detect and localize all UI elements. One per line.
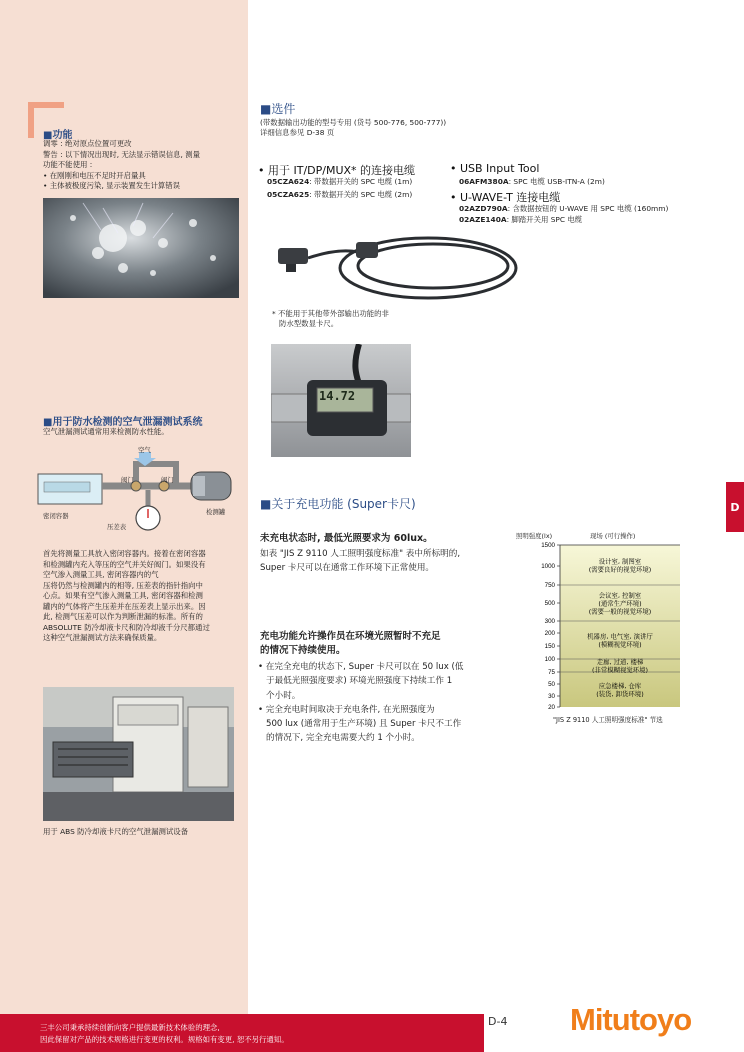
diagram-label-air: 空气: [138, 446, 151, 454]
paragraph-line: 空气渗入测量工具, 密闭容器内的气: [43, 570, 159, 579]
chart-tick-label: 75: [548, 669, 555, 677]
part-desc: : 脚踏开关用 SPC 电缆: [506, 215, 583, 224]
chart-row-label: 机器房, 电气室, 演讲厅: [587, 632, 653, 641]
options-section-title: ■选件: [260, 102, 296, 116]
chart-row-label: (需要良好的视觉环境): [588, 565, 652, 574]
caliper-lcd-reading: 14.72: [319, 389, 356, 403]
air-leak-subtitle: 空气泄漏测试通常用来检测防水性能。: [43, 427, 169, 436]
chart-row-label: 会议室, 控制室: [598, 591, 642, 600]
section-tab-d[interactable]: [726, 482, 744, 532]
chart-row-label: (模糊视觉环境): [598, 640, 642, 649]
chart-caption: "JIS Z 9110 人工照明强度标准" 节选: [553, 716, 663, 724]
footer-bar: [0, 1014, 484, 1052]
uwave-option-item: [459, 215, 582, 226]
air-leak-section-title: ■用于防水检测的空气泄漏测试系统: [43, 417, 203, 428]
chart-tick-label: 1000: [541, 563, 555, 571]
part-code: 05CZA624: [267, 177, 310, 186]
part-desc: : 带数据开关的 SPC 电缆 (1m): [309, 177, 413, 186]
chart-row-label: 设计室, 制图室: [598, 557, 642, 566]
diagram-label-detect: 检测罐: [206, 508, 226, 516]
page-number: D-4: [488, 1015, 508, 1028]
bullet-line: 于最低光照强度要求) 环境光照强度下持续工作 1: [266, 676, 453, 687]
chart-row-label: (通常生产环境): [598, 599, 642, 608]
uwave-option-item: [459, 204, 668, 215]
footer-line-2: 因此保留对产品的技术规格进行变更的权利。规格如有变更, 恕不另行通知。: [40, 1035, 289, 1044]
charge-paragraph-1: [260, 547, 460, 575]
paragraph-line: 压将仍然与检测罐内的相等, 压差表的指针指向中: [43, 580, 203, 590]
function-line: 警告 : 以下情况出现时, 无法显示错误信息, 测量: [43, 149, 201, 159]
illuminance-chart: [520, 540, 690, 716]
diagram-label-valve2: 阀门: [161, 476, 174, 484]
chart-tick-label: 100: [544, 656, 555, 664]
paragraph-line: 罐内的气体将产生压差并在压差表上显示出来。因: [43, 601, 206, 611]
cable-option-heading: • 用于 IT/DP/MUX* 的连接电缆: [258, 164, 416, 177]
chart-row-label: (装货, 卸货环境): [596, 690, 644, 698]
air-leak-paragraph: [43, 549, 243, 644]
function-line: • 主体被极度污染, 显示装置发生计算错误: [43, 181, 181, 190]
cable-compat-note-line2: 防水型数显卡尺。: [279, 319, 339, 328]
part-code: 02AZE140A: [459, 215, 507, 224]
usb-input-tool-heading: • USB Input Tool: [450, 162, 540, 175]
chart-tick-label: 1500: [541, 542, 555, 550]
air-leak-diagram: [36, 444, 240, 534]
charge-section-title: ■关于充电功能 (Super卡尺): [260, 497, 416, 511]
chart-tick-label: 30: [548, 693, 555, 701]
chart-row-label: 走廊, 过道, 楼梯: [596, 658, 644, 666]
function-line: 调零 : 绝对原点位置可更改: [43, 139, 132, 148]
footer-line-1: 三丰公司秉承持续创新向客户提供最新技术体验的理念,: [40, 1023, 220, 1032]
chart-tick-label: 200: [544, 630, 555, 638]
chart-tick-label: 300: [544, 618, 555, 626]
diagram-label-valve1: 阀门: [121, 476, 134, 484]
function-description: [43, 139, 243, 192]
paragraph-line: 心点。如果有空气渗入测量工具, 密闭容器和检测: [43, 591, 203, 600]
paragraph-line: 的情况下持续使用。: [260, 645, 346, 656]
bullet-line: • 完全充电时间取决于充电条件, 在光照强度为: [258, 704, 435, 715]
paragraph-line: 首先将测量工具放入密闭容器内。接着在密闭容器: [43, 549, 206, 558]
chart-row-label: (需要一般的视觉环境): [588, 607, 652, 616]
spc-cable-image: [268, 230, 520, 310]
options-model-note: (带数据输出功能的型号专用 (货号 500-776, 500-777)): [260, 118, 447, 127]
part-code: 06AFM380A: [459, 177, 509, 186]
bullet-line: 500 lux (通常用于生产环境) 且 Super 卡尺不工作: [266, 719, 462, 730]
chart-tick-label: 50: [548, 681, 555, 689]
charge-min-light-statement: 未充电状态时, 最低光照要求为 60lux。: [260, 533, 433, 544]
mitutoyo-logo: Mitutoyo: [570, 1002, 692, 1037]
part-code: 05CZA625: [267, 190, 310, 199]
diagram-label-sealed: 密闭容器: [43, 512, 69, 520]
function-section-title: ■功能: [43, 130, 73, 141]
chart-col-header-illuminance: 照明强度(lx): [516, 532, 553, 540]
cable-option-item: [267, 190, 412, 201]
cable-option-item: [267, 177, 412, 188]
chart-tick-label: 750: [544, 582, 555, 590]
paragraph-line: 和检测罐内充入等压的空气并关好阀门。如果没有: [43, 559, 206, 569]
part-desc: : SPC 电缆 USB-ITN-A (2m): [508, 177, 605, 186]
chart-row-label: 应急楼梯, 仓库: [598, 682, 642, 690]
charge-bullets: [258, 660, 463, 746]
bullet-line: 的情况下, 完全充电需要大约 1 个小时。: [266, 733, 420, 744]
paragraph-line: 这种空气泄漏测试方法来确保质量。: [43, 633, 162, 642]
part-desc: : 带数据开关的 SPC 电缆 (2m): [309, 190, 413, 199]
part-code: 02AZD790A: [459, 204, 508, 213]
charge-paragraph-2-heading: [260, 630, 441, 658]
chart-row-label: (非常模糊视觉环境): [591, 666, 649, 674]
function-line: 功能不能使用 :: [43, 160, 93, 169]
bullet-line: • 在完全充电的状态下, Super 卡尺可以在 50 lux (低: [258, 662, 464, 672]
chart-tick-label: 150: [544, 643, 555, 651]
uwave-cable-heading: • U-WAVE-T 连接电缆: [450, 191, 561, 204]
diagram-label-gauge: 压差表: [107, 523, 127, 531]
paragraph-line: 此, 检测气压差可以作为判断泄漏的标准。所有的: [43, 612, 203, 621]
illuminance-chart-svg: [520, 540, 690, 716]
paragraph-line: 如表 "JIS Z 9110 人工照明强度标准" 表中所标明的,: [260, 549, 461, 559]
chart-col-header-site: 现场 (可行操作): [590, 532, 636, 540]
chart-tick-label: 20: [548, 704, 555, 712]
air-leak-equipment-photo: [43, 687, 234, 821]
paragraph-line: Super 卡尺可以在通常工作环境下正常使用。: [260, 563, 435, 573]
equipment-photo-caption: 用于 ABS 防冷却液卡尺的空气泄漏测试设备: [43, 827, 189, 836]
paragraph-line: 充电功能允许操作员在环境光照暂时不充足: [260, 631, 441, 642]
chart-tick-label: 500: [544, 600, 555, 608]
water-splash-photo: [43, 198, 239, 298]
function-line: • 在刚刚和电压不足时开启量具: [43, 170, 146, 180]
cable-compat-note-line1: * 不能用于其他带外部输出功能的非: [272, 309, 389, 318]
usb-option-item: [459, 177, 605, 188]
paragraph-line: ABSOLUTE 防冷却液卡尺和防冷却液千分尺都通过: [43, 622, 210, 632]
options-page-reference: 详细信息参见 D-38 页: [260, 128, 335, 137]
bullet-line: 个小时。: [266, 690, 301, 701]
section-tab-label: D: [730, 500, 740, 514]
part-desc: : 含数据按钮的 U-WAVE 用 SPC 电缆 (160mm): [507, 204, 669, 213]
